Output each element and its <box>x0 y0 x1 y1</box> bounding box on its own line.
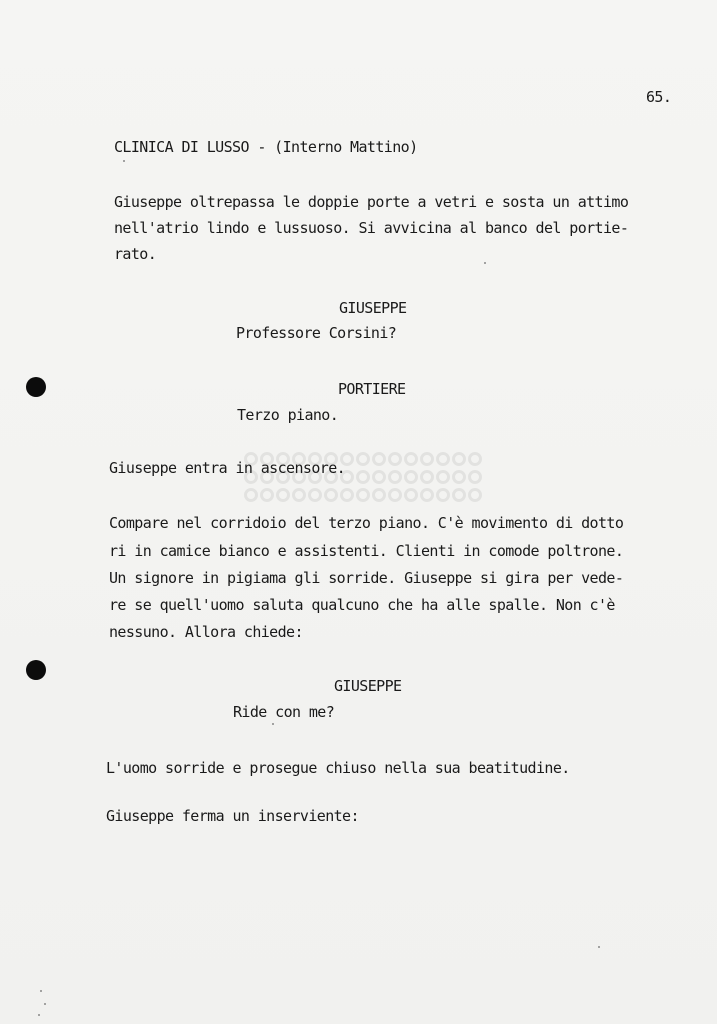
character-name: GIUSEPPE <box>339 299 407 317</box>
dialogue-line: Terzo piano. <box>237 406 339 424</box>
scene-heading: CLINICA DI LUSSO - (Interno Mattino) <box>114 138 418 156</box>
action-line: re se quell'uomo saluta qualcuno che ha alle spalle. Non c'è <box>109 596 615 614</box>
action-line: nessuno. Allora chiede: <box>109 623 303 641</box>
action-line: Giuseppe oltrepassa le doppie porte a vetri e sosta un attimo <box>114 193 629 211</box>
character-name: GIUSEPPE <box>334 677 402 695</box>
action-line: ri in camice bianco e assistenti. Clienti in comode poltrone. <box>109 542 624 560</box>
action-line: Un signore in pigiama gli sorride. Giuseppe si gira per vede- <box>109 569 624 587</box>
dialogue-line: Professore Corsini? <box>236 324 397 342</box>
action-paragraph-2: Giuseppe entra in ascensore. <box>109 459 346 477</box>
action-line: Compare nel corridoio del terzo piano. C'è movimento di dotto <box>109 514 624 532</box>
action-paragraph-5: Giuseppe ferma un inserviente: <box>106 807 359 825</box>
character-name: PORTIERE <box>338 380 406 398</box>
page-number: 65. <box>646 88 672 106</box>
action-line: rato. <box>114 245 157 263</box>
action-paragraph-4: L'uomo sorride e prosegue chiuso nella sua beatitudine. <box>106 759 570 777</box>
binder-hole-top <box>26 377 46 397</box>
action-line: nell'atrio lindo e lussuoso. Si avvicina al banco del portie- <box>114 219 629 237</box>
dialogue-line: Ride con me? <box>233 703 335 721</box>
binder-hole-bottom <box>26 660 46 680</box>
